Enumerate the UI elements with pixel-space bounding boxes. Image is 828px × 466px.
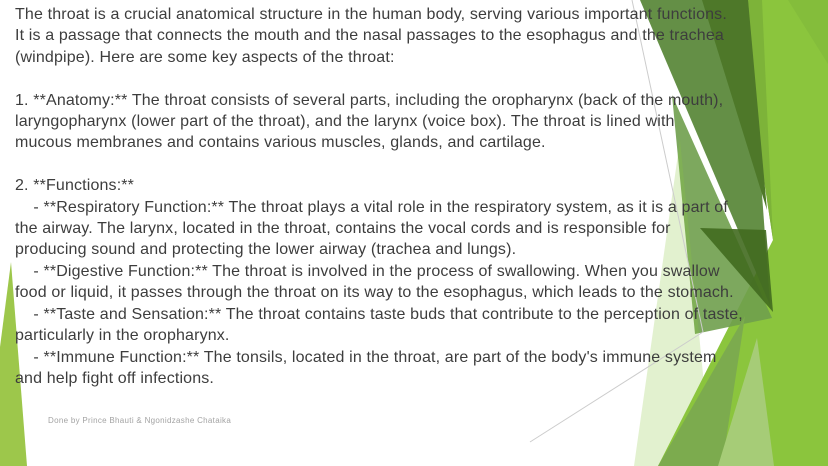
text-line: 2. **Functions:** [15,177,135,195]
text-line: - **Respiratory Function:** The throat plays a vital role in the respiratory system, as it is a part of [15,198,728,216]
footer-credit-text: Done by Prince Bhauti & Ngonidzashe Chataika [48,416,232,425]
text-line: particularly in the oropharynx. [15,327,230,345]
text-line [15,154,820,175]
text-line: mucous membranes and contains various muscles, glands, and cartilage. [15,134,546,152]
text-line: the airway. The larynx, located in the throat, contains the vocal cords and is responsible for [15,220,671,238]
text-line: food or liquid, it passes through the throat on its way to the esophagus, which leads to the stomach. [15,284,734,302]
text-line: It is a passage that connects the mouth and the nasal passages to the esophagus and the trachea [15,27,724,45]
slide-body-text [15,4,820,389]
text-line [15,68,820,89]
text-line: The throat is a crucial anatomical structure in the human body, serving various important functions. [15,6,727,23]
text-line: - **Taste and Sensation:** The throat contains taste buds that contribute to the perception of taste, [15,305,743,323]
text-line: producing sound and protecting the lower airway (trachea and lungs). [15,241,517,259]
text-line: - **Digestive Function:** The throat is involved in the process of swallowing. When you swallow [15,262,720,280]
text-line: 1. **Anatomy:** The throat consists of several parts, including the oropharynx (back of the mouth), [15,91,724,109]
text-line: - **Immune Function:** The tonsils, located in the throat, are part of the body's immune system [15,348,717,366]
text-line: (windpipe). Here are some key aspects of the throat: [15,48,395,66]
text-line: laryngopharynx (lower part of the throat), and the larynx (voice box). The throat is lined with [15,113,675,131]
text-line: and help fight off infections. [15,369,215,387]
